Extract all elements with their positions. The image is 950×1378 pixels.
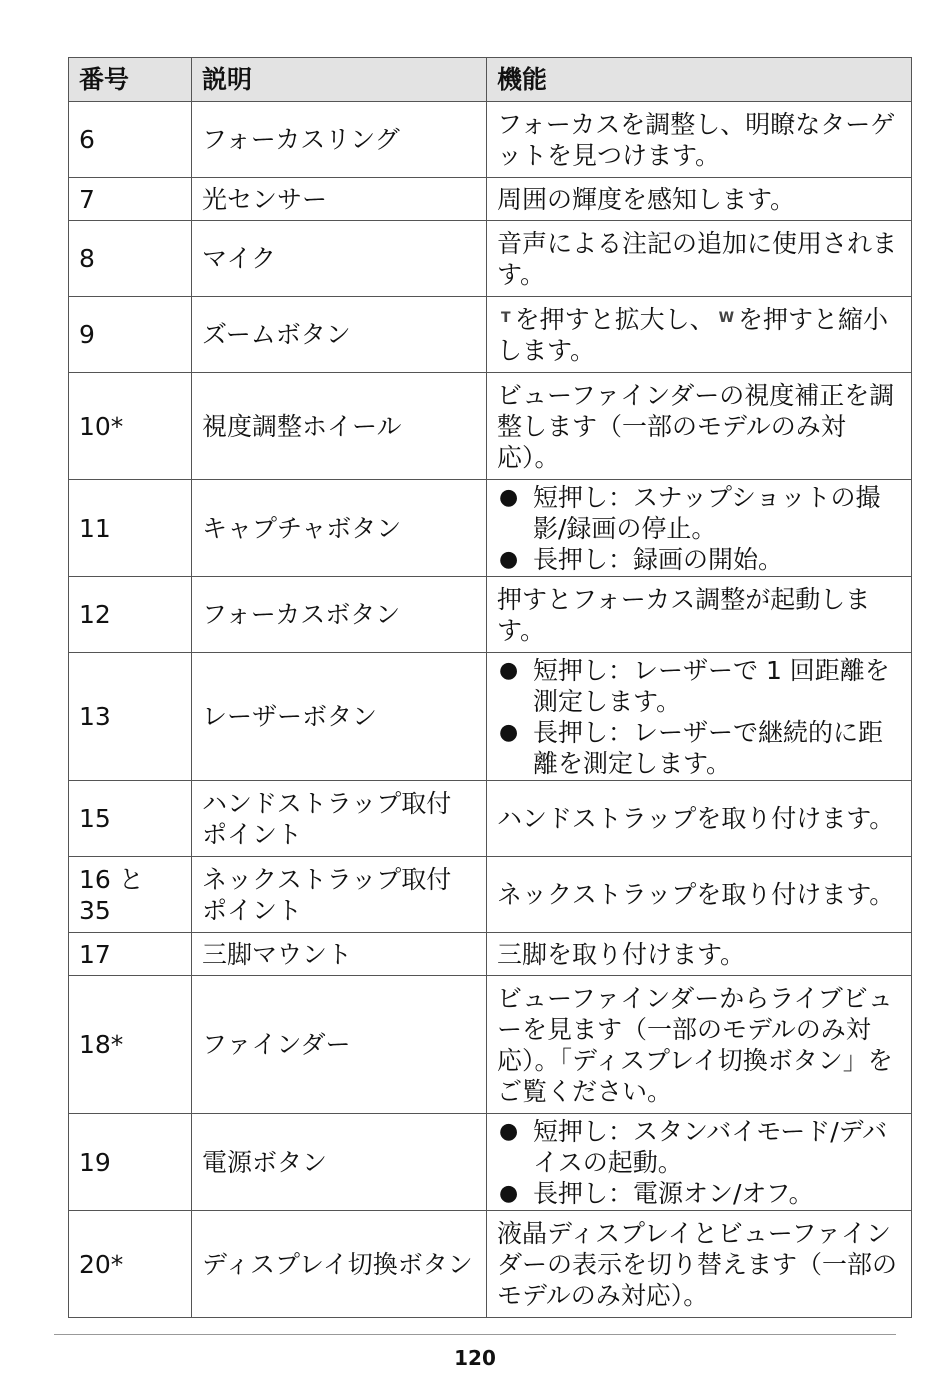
footer-divider [54, 1334, 896, 1335]
row-description: ネックストラップ取付ポイント [192, 857, 487, 933]
row-description: ズームボタン [192, 297, 487, 373]
table-row [69, 178, 912, 221]
row-function: 液晶ディスプレイとビューファインダーの表示を切り替えます（一部のモデルのみ対応）。 [487, 1211, 912, 1318]
bullet-list [497, 655, 901, 779]
table-row [69, 373, 912, 480]
row-number: 19 [69, 1114, 192, 1211]
row-description: 電源ボタン [192, 1114, 487, 1211]
row-description: 視度調整ホイール [192, 373, 487, 480]
table-row [69, 857, 912, 933]
row-function: ビューファインダーからライブビューを見ます（一部のモデルのみ対応）。「ディスプレイ切換ボタン」をご覧ください。 [487, 976, 912, 1114]
row-function: フォーカスを調整し、明瞭なターゲットを見つけます。 [487, 102, 912, 178]
table-row [69, 1211, 912, 1318]
header-description: 説明 [192, 58, 487, 102]
table-row [69, 781, 912, 857]
row-number: 9 [69, 297, 192, 373]
row-description: 三脚マウント [192, 933, 487, 976]
bullet-list [497, 1116, 901, 1209]
row-function [487, 1114, 912, 1211]
page-number: 120 [454, 1346, 496, 1370]
table-row [69, 221, 912, 297]
row-number: 10* [69, 373, 192, 480]
row-function-text: を押すと拡大し、 [514, 305, 715, 334]
row-function-text: を押すと縮小します。 [497, 305, 889, 365]
spec-table [68, 57, 912, 1318]
row-number: 7 [69, 178, 192, 221]
row-number: 13 [69, 653, 192, 781]
bullet-item: ● 短押し：スナップショットの撮影/録画の停止。 [497, 482, 901, 544]
row-description: 光センサー [192, 178, 487, 221]
row-number: 16 と 35 [69, 857, 192, 933]
row-function: 押すとフォーカス調整が起動します。 [487, 577, 912, 653]
row-function [487, 297, 912, 373]
table-row [69, 577, 912, 653]
row-number: 11 [69, 480, 192, 577]
row-function [487, 480, 912, 577]
row-function: 音声による注記の追加に使用されます。 [487, 221, 912, 297]
bullet-item: ● 長押し：レーザーで継続的に距離を測定します。 [497, 717, 901, 779]
row-function: 三脚を取り付けます。 [487, 933, 912, 976]
row-number: 18* [69, 976, 192, 1114]
row-function: ビューファインダーの視度補正を調整します（一部のモデルのみ対応）。 [487, 373, 912, 480]
row-function: ネックストラップを取り付けます。 [487, 857, 912, 933]
row-description: フォーカスリング [192, 102, 487, 178]
bullet-item: ● 長押し：録画の開始。 [497, 544, 901, 575]
zoom-wide-icon: W [718, 310, 735, 326]
row-description: マイク [192, 221, 487, 297]
row-number: 20* [69, 1211, 192, 1318]
table-row [69, 102, 912, 178]
bullet-list [497, 482, 901, 575]
row-description: フォーカスボタン [192, 577, 487, 653]
table-row [69, 933, 912, 976]
table-row [69, 480, 912, 577]
row-number: 6 [69, 102, 192, 178]
table-row [69, 976, 912, 1114]
row-function: 周囲の輝度を感知します。 [487, 178, 912, 221]
row-function [487, 653, 912, 781]
table-header-row [69, 58, 912, 102]
row-number: 8 [69, 221, 192, 297]
row-function: ハンドストラップを取り付けます。 [487, 781, 912, 857]
row-description: ハンドストラップ取付ポイント [192, 781, 487, 857]
header-function: 機能 [487, 58, 912, 102]
row-description: ファインダー [192, 976, 487, 1114]
row-number: 15 [69, 781, 192, 857]
row-description: ディスプレイ切換ボタン [192, 1211, 487, 1318]
table-row [69, 297, 912, 373]
bullet-item: ● 短押し：レーザーで 1 回距離を測定します。 [497, 655, 901, 717]
row-number: 17 [69, 933, 192, 976]
zoom-tele-icon: T [501, 310, 511, 326]
bullet-item: ● 長押し：電源オン/オフ。 [497, 1178, 901, 1209]
table-row [69, 653, 912, 781]
row-number: 12 [69, 577, 192, 653]
row-description: レーザーボタン [192, 653, 487, 781]
bullet-item: ● 短押し：スタンバイモード/デバイスの起動。 [497, 1116, 901, 1178]
row-description: キャプチャボタン [192, 480, 487, 577]
table-row [69, 1114, 912, 1211]
header-number: 番号 [69, 58, 192, 102]
